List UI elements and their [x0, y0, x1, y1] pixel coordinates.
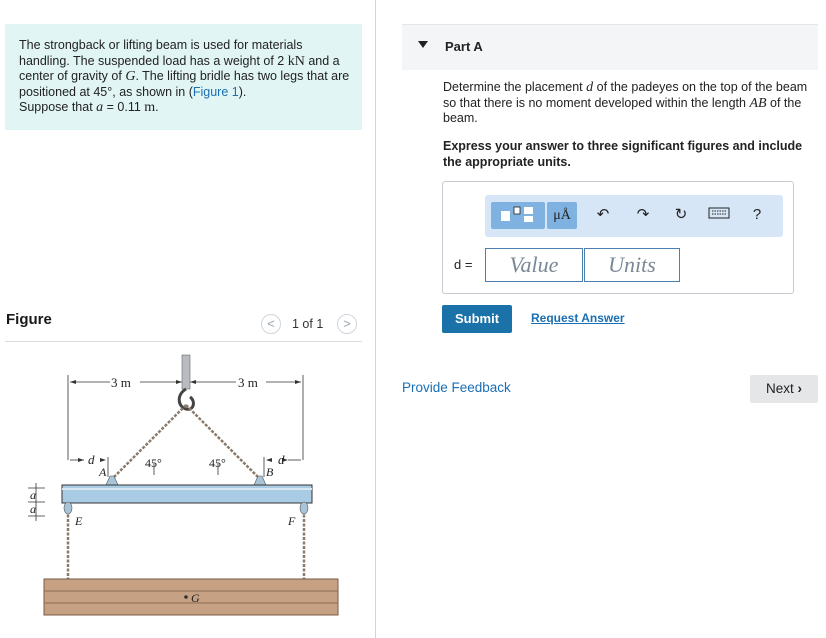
point-A-label: A	[99, 465, 107, 479]
padeye-A	[106, 476, 118, 485]
dimension-arrows	[70, 380, 301, 462]
a-label-top: a	[30, 488, 36, 502]
question-text	[443, 80, 823, 127]
problem-text-part: ).	[238, 84, 247, 99]
column-divider	[375, 0, 376, 638]
figure-link[interactable]: Figure 1	[192, 84, 239, 99]
weight-unit: kN	[287, 53, 305, 69]
problem-text-part: .	[155, 100, 159, 115]
a-label-bottom: a	[30, 502, 36, 516]
problem-text-part: Suppose that	[19, 100, 97, 115]
question-part: of the padeyes on the top of the beam so that there is no moment developed within the length	[443, 80, 808, 110]
AB-symbol: AB	[749, 95, 767, 111]
problem-text-part: = 0.11	[103, 100, 145, 115]
figure-divider	[5, 341, 362, 342]
figure-title: Figure	[6, 311, 52, 328]
part-a-title: Part A	[445, 39, 483, 54]
point-F-label: F	[288, 514, 296, 528]
question-part: of the beam.	[443, 95, 802, 126]
d-label-left: d	[88, 452, 95, 467]
problem-statement-box	[5, 24, 362, 130]
d-symbol: d	[586, 80, 594, 95]
a-unit: m	[144, 100, 156, 116]
request-answer-link[interactable]: Request Answer	[531, 311, 625, 325]
provide-feedback-link[interactable]: Provide Feedback	[402, 380, 511, 395]
d-input-label: d =	[454, 257, 473, 272]
question-part: Determine the placement	[443, 80, 587, 94]
dim-label-left: 3 m	[111, 375, 131, 390]
next-figure-button[interactable]	[337, 314, 357, 334]
chevron-right-icon: ›	[797, 381, 803, 396]
chevron-right-icon: >	[343, 316, 351, 331]
value-input[interactable]: Value	[485, 248, 583, 282]
next-label: Next	[765, 381, 794, 396]
bridle-legs	[112, 405, 260, 479]
a-symbol: a	[96, 100, 104, 116]
angle-left-label: 45°	[145, 456, 162, 470]
undo-icon[interactable]: ↶	[596, 206, 610, 223]
redo-icon[interactable]: ↷	[636, 206, 650, 223]
chevron-left-icon: <	[267, 316, 275, 331]
problem-text-part: . The lifting bridle has two legs that are positioned at 45°, as shown in (	[19, 69, 350, 99]
prev-figure-button[interactable]	[261, 314, 281, 334]
units-input[interactable]: Units	[584, 248, 680, 282]
problem-text-part: and a center of gravity of	[19, 53, 340, 84]
cg-symbol: G	[125, 69, 136, 85]
dim-label-right: 3 m	[238, 375, 258, 390]
help-icon[interactable]: ?	[752, 206, 762, 223]
reset-icon[interactable]: ↻	[674, 206, 688, 223]
point-G-label: G	[191, 591, 200, 605]
collapse-triangle-icon[interactable]	[418, 41, 428, 48]
math-toolbar	[485, 195, 783, 237]
angle-right-label: 45°	[209, 456, 226, 470]
figure-pager-text: 1 of 1	[292, 317, 324, 331]
beam	[62, 485, 312, 503]
d-label-right: d	[278, 452, 285, 467]
problem-text-part: The strongback or lifting beam is used for materials handling. The suspended load has a weight of 2	[19, 38, 303, 68]
next-button[interactable]	[750, 375, 818, 403]
strongback-figure	[0, 345, 370, 638]
units-symbol-button[interactable]: μÅ	[547, 202, 577, 229]
padeye-B	[254, 476, 266, 485]
end-lug-E	[64, 502, 72, 514]
end-lug-F	[300, 502, 308, 514]
templates-icon	[491, 202, 545, 229]
answer-instructions: Express your answer to three significant figures and include the appropriate units.	[443, 139, 803, 169]
load-ropes	[68, 510, 304, 581]
point-E-label: E	[75, 514, 83, 528]
submit-button[interactable]: Submit	[442, 305, 512, 333]
problem-text	[19, 38, 354, 116]
templates-button[interactable]	[491, 202, 545, 229]
keyboard-icon[interactable]	[707, 206, 731, 224]
point-B-label: B	[266, 465, 274, 479]
